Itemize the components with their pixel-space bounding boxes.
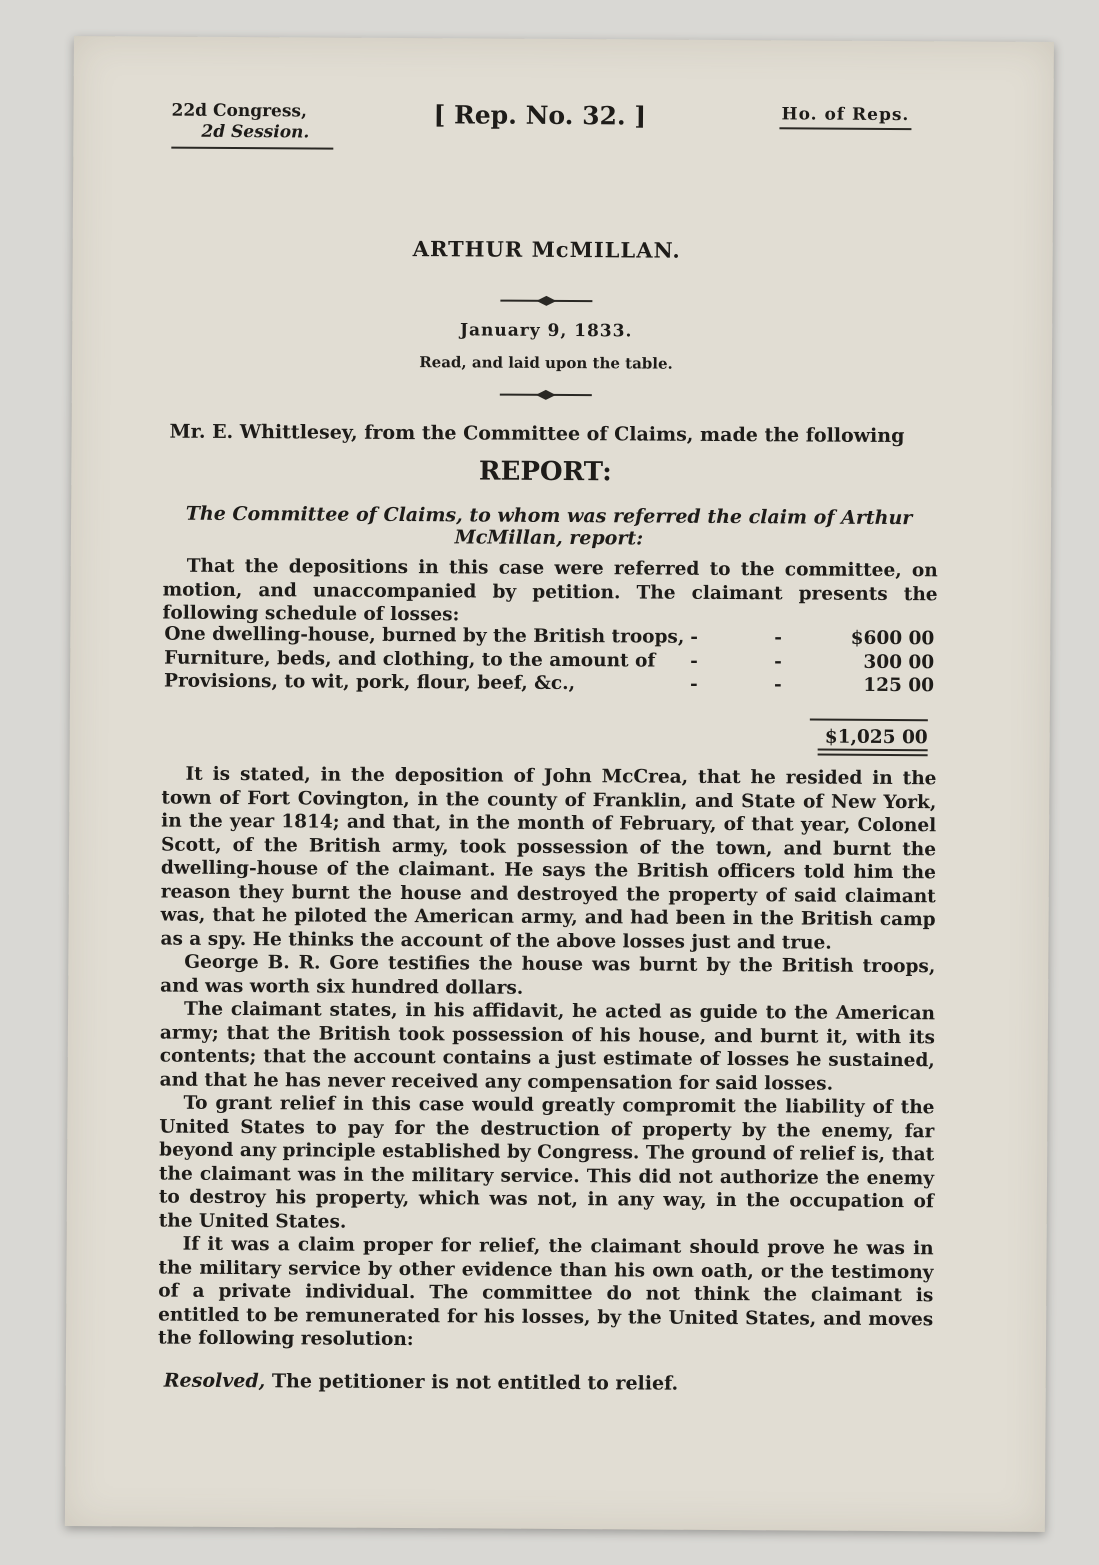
leader-dash: - bbox=[689, 673, 698, 695]
schedule-item: Furniture, beds, and clothing, to the amount of bbox=[164, 647, 656, 672]
intro-line: Mr. E. Whittlesey, from the Committee of Claims, made the following bbox=[169, 420, 905, 448]
schedule-amount: 300 00 bbox=[863, 651, 935, 673]
session-label: 2d Session. bbox=[201, 121, 310, 143]
leader-dash: - bbox=[773, 674, 782, 696]
body-text bbox=[158, 763, 937, 1355]
body-paragraph: George B. R. Gore testifies the house was burnt by the British troops, and was worth six hundred dollars. bbox=[160, 951, 936, 999]
leader-dash: - bbox=[690, 650, 698, 672]
body-paragraph: To grant relief in this case would greatly compromit the liability of the United States to pay for the destruction of property by the enemy, far beyond any principle established by Congress. The ground of relief is, that the claimant was in the military service. This did not authorize the enemy to destroy his property, which was not, in any way, in the occupation of the United States. bbox=[158, 1092, 935, 1233]
schedule-row bbox=[164, 670, 934, 698]
report-heading: REPORT: bbox=[478, 456, 612, 488]
schedule-of-losses bbox=[164, 623, 934, 698]
document-page bbox=[65, 36, 1054, 1532]
schedule-item: One dwelling-house, burned by the British troops, bbox=[164, 623, 685, 648]
congress-session-label bbox=[171, 101, 333, 150]
leader-dash: - bbox=[774, 627, 783, 649]
resolved-label: Resolved, bbox=[163, 1369, 266, 1393]
read-note: Read, and laid upon the table. bbox=[419, 353, 673, 373]
resolution bbox=[164, 1370, 679, 1395]
total-double-rule bbox=[818, 749, 928, 757]
congress-label: 22d Congress, bbox=[171, 100, 308, 122]
ornament-divider-top bbox=[498, 295, 594, 308]
schedule-total: $1,025 00 bbox=[810, 719, 928, 749]
document-title: ARTHUR McMILLAN. bbox=[412, 236, 681, 263]
leader-dash: - bbox=[690, 626, 699, 648]
house-label: Ho. of Reps. bbox=[779, 104, 911, 130]
resolved-text: The petitioner is not entitled to relief. bbox=[271, 1370, 679, 1395]
schedule-amount: 125 00 bbox=[863, 674, 935, 697]
leader-dash: - bbox=[774, 650, 782, 672]
schedule-amount: $600 00 bbox=[850, 627, 935, 650]
report-number: [ Rep. No. 32. ] bbox=[433, 100, 647, 131]
body-paragraph: It is stated, in the deposition of John McCrea, that he resided in the town of Fort Covington, in the county of Franklin, and State of New York, in the year 1814; and that, in the month of February, of that year, Colonel Scott, of the British army, took possession of the town, and burnt the dwelling-house of the claimant. He says the British officers told him the reason they burnt the house and destroyed the property of said claimant was, that he piloted the American army, and had been in the British camp as a spy. He thinks the account of the above losses just and true. bbox=[160, 763, 937, 954]
report-date: January 9, 1833. bbox=[459, 320, 633, 342]
opening-paragraph: That the depositions in this case were referred to the committee, on motion, and unaccompanied by petition. The claimant presents the following schedule of losses: bbox=[162, 555, 938, 626]
ornament-divider-bottom bbox=[498, 389, 594, 402]
body-paragraph: If it was a claim proper for relief, the claimant should prove he was in the military service by other evidence than his own oath, or the testimony of a private individual. The committee do not think the claimant is entitled to be remunerated for his losses, by the United States, and moves the following resolution: bbox=[157, 1233, 934, 1351]
reference-text: The Committee of Claims, to whom was referred the claim of Arthur McMillan, report: bbox=[185, 502, 913, 550]
body-paragraph: The claimant states, in his affidavit, he acted as guide to the American army; that the British took possession of his house, and burnt it, with its contents; that the account contains a just estimate of losses he sustained, and that he has never received any compensation for said losses. bbox=[159, 998, 936, 1095]
opening-paragraph-block bbox=[162, 555, 937, 630]
schedule-item: Provisions, to wit, pork, flour, beef, &c., bbox=[163, 670, 576, 695]
